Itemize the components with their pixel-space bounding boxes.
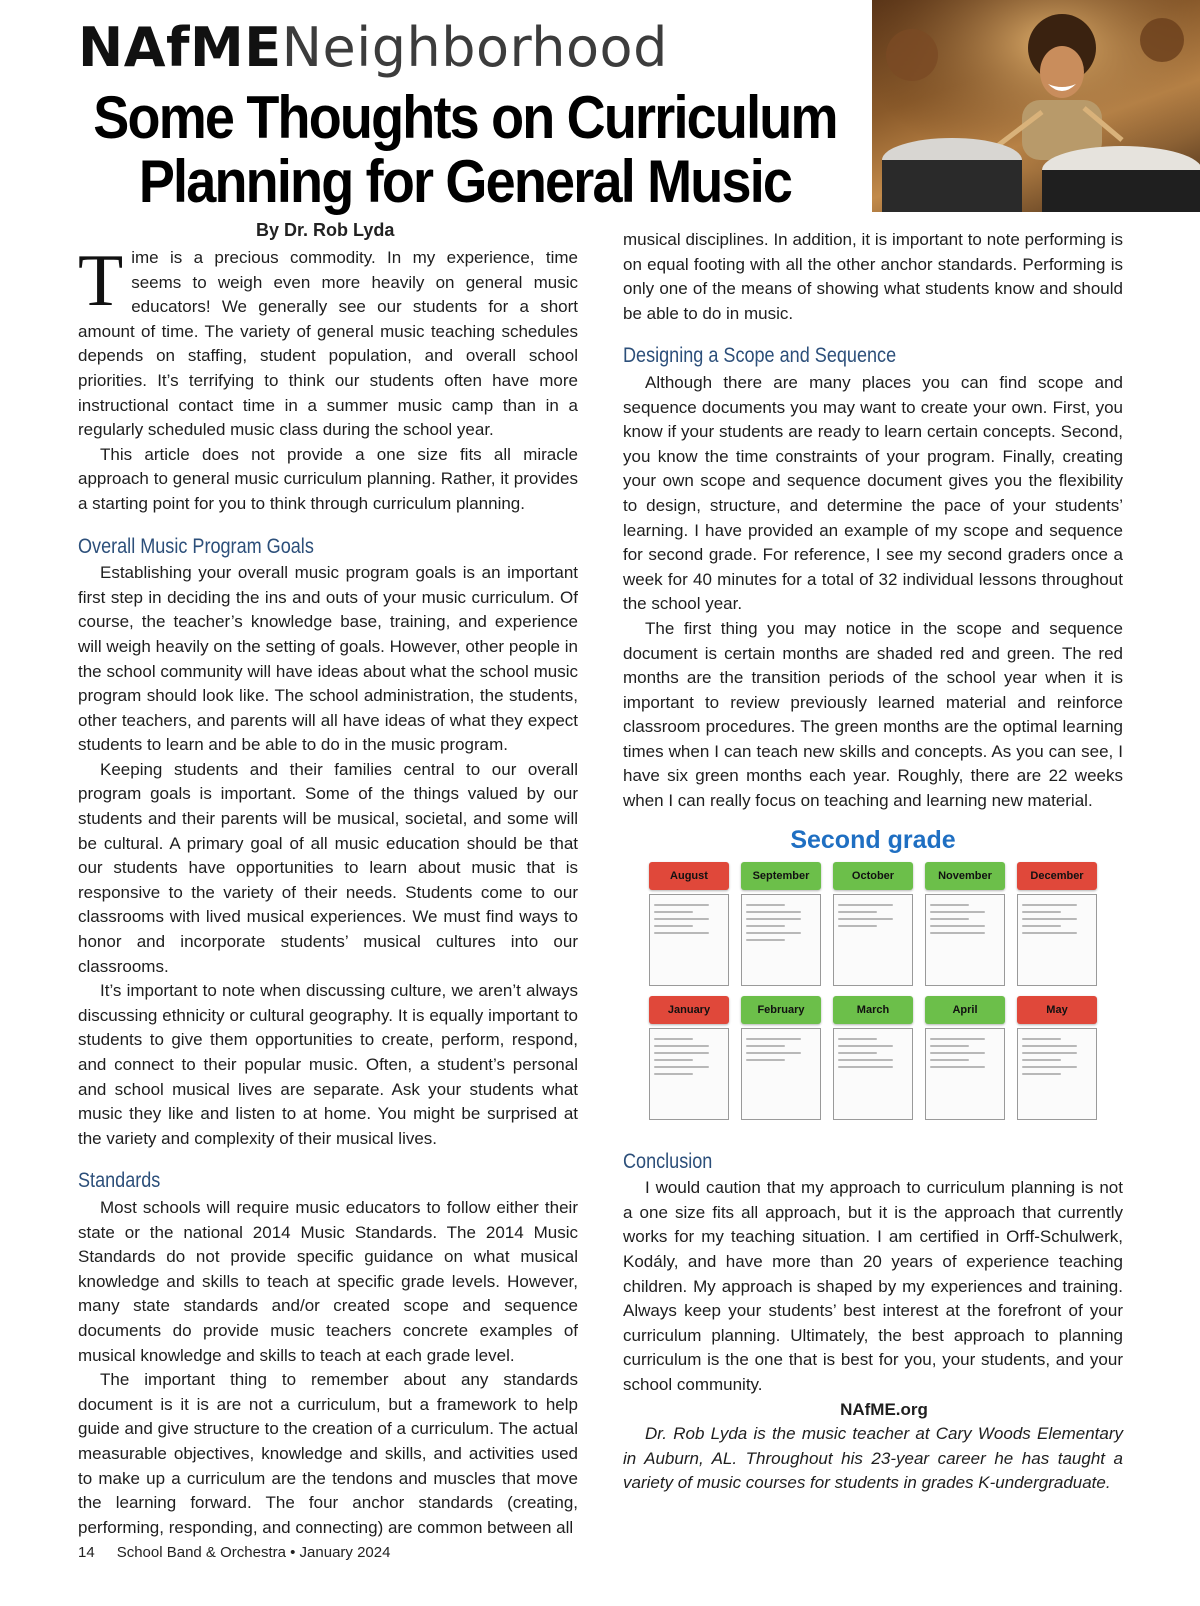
brand-bold: NAfME <box>78 16 282 79</box>
month-label: May <box>1017 996 1097 1024</box>
month-label: October <box>833 862 913 890</box>
month-notes <box>925 1028 1005 1120</box>
right-column <box>623 228 1123 1496</box>
note-line <box>838 1038 877 1040</box>
note-line <box>838 911 877 913</box>
month-notes <box>741 1028 821 1120</box>
section-heading-conclusion: Conclusion <box>623 1149 713 1173</box>
note-line <box>838 1052 877 1054</box>
intro-paragraph-2: This article does not provide a one size fits all miracle approach to general music curriculum planning. Rather, it provides a starting point for you to think through curriculum planning. <box>78 444 578 513</box>
note-line <box>930 1059 969 1061</box>
note-line <box>654 1052 709 1054</box>
note-line <box>746 1038 801 1040</box>
month-label: August <box>649 862 729 890</box>
note-line <box>1022 911 1061 913</box>
note-line <box>654 918 709 920</box>
goals-paragraph-1: Establishing your overall music program goals is an important first step in deciding the ins and outs of your music curriculum. Of course, the teacher’s knowledge base, training, and experience will weigh heavily on the setting of goals. However, other people in the school community will have ideas about what the school music program should look like. The school administration, the students, other teachers, and parents will all have ideas of what they expect students to learn and be able to do in the music program. <box>78 563 578 755</box>
month-notes <box>1017 1028 1097 1120</box>
note-line <box>1022 1038 1061 1040</box>
left-column <box>78 240 578 1540</box>
header-photo <box>872 0 1200 212</box>
author-bio: Dr. Rob Lyda is the music teacher at Cary Woods Elementary in Auburn, AL. Throughout his 23-year career he has taught a variety of music courses for students in grades K-undergraduate. <box>623 1424 1123 1493</box>
note-line <box>838 918 893 920</box>
note-line <box>654 932 709 934</box>
note-line <box>838 1066 893 1068</box>
month-label: December <box>1017 862 1097 890</box>
month-december <box>1017 862 1097 986</box>
month-august <box>649 862 729 986</box>
note-line <box>1022 1052 1077 1054</box>
note-line <box>1022 1066 1077 1068</box>
scope-paragraph-1: Although there are many places you can find scope and sequence documents you may want to create your own. First, you know if your students are ready to learn certain concepts. Second, you know the time constraints of your program. Finally, creating your own scope and sequence document gives you the flexibility to design, structure, and determine the pace of your students’ learning. I have provided an example of my scope and sequence for second grade. For reference, I see my second graders once a week for 40 minutes for a total of 32 individual lessons throughout the school year. <box>623 372 1123 614</box>
byline: By Dr. Rob Lyda <box>256 220 395 240</box>
note-line <box>654 904 709 906</box>
month-label: November <box>925 862 1005 890</box>
note-line <box>838 925 877 927</box>
month-label: April <box>925 996 1005 1024</box>
month-november <box>925 862 1005 986</box>
section-heading-standards: Standards <box>78 1169 161 1193</box>
drummers-illustration <box>872 0 1200 212</box>
drop-cap: T <box>78 240 124 322</box>
note-line <box>930 1066 985 1068</box>
note-line <box>746 911 801 913</box>
month-september <box>741 862 821 986</box>
note-line <box>930 904 969 906</box>
article-title <box>83 86 848 214</box>
intro-paragraph-1 <box>78 240 578 443</box>
title-line-1: Some Thoughts on Curriculum <box>93 84 837 151</box>
note-line <box>930 932 985 934</box>
note-line <box>930 925 985 927</box>
month-notes <box>649 1028 729 1120</box>
month-notes <box>649 894 729 986</box>
month-label: January <box>649 996 729 1024</box>
note-line <box>654 1059 693 1061</box>
publication-name: School Band & Orchestra <box>116 1544 286 1561</box>
month-notes <box>925 894 1005 986</box>
goals-paragraph-2: Keeping students and their families central to our overall program goals is important. Some of the things valued by our students and their parents will be musical, societal, and some will be cultural. A primary goal of all music education should be that our students have opportunities to learn about music that is responsive to the variety of their needs. Students come to our classrooms with lived musical experiences. We must find ways to honor and incorporate students’ musical cultures into our classrooms. <box>78 759 578 976</box>
goals-paragraph-3: It’s important to note when discussing culture, we aren’t always discussing ethnicity or cultural geography. It is equally important to students to give them opportunities to create, perform, respond, and connect to their popular music. Often, a student’s personal and school musical lives are separate. Ask your students what music they like and listen to at home. You might be surprised at the variety and complexity of their musical lives. <box>78 981 578 1148</box>
note-line <box>930 1038 985 1040</box>
standards-paragraph-1: Most schools will require music educators to follow either their state or the national 2014 Music Standards. The 2014 Music Standards do not provide specific guidance on what musical knowledge and skills to teach at specific grade levels. However, many state standards and/or created scope and sequence documents do provide music teachers concrete examples of musical knowledge and skills to teach at each grade level. <box>78 1197 578 1365</box>
month-notes <box>833 1028 913 1120</box>
note-line <box>1022 1059 1061 1061</box>
note-line <box>654 911 693 913</box>
note-line <box>1022 932 1077 934</box>
intro-paragraph-1-text: ime is a precious commodity. In my experience, time seems to weigh even more heavily on general music educators! We generally see our students for a short amount of time. The variety of general music teaching schedules depends on staffing, student population, and overall school priorities. It’s terrifying to think our students often have more instructional contact time in a summer music camp than in a regularly scheduled music class during the school year. <box>78 248 578 440</box>
note-line <box>746 939 785 941</box>
note-line <box>838 904 893 906</box>
note-line <box>746 904 785 906</box>
month-march <box>833 996 913 1120</box>
note-line <box>1022 1045 1077 1047</box>
note-line <box>654 1073 693 1075</box>
note-line <box>930 1052 985 1054</box>
note-line <box>654 925 693 927</box>
note-line <box>1022 925 1061 927</box>
note-line <box>930 911 985 913</box>
month-notes <box>741 894 821 986</box>
title-line-2: Planning for General Music <box>138 148 792 215</box>
note-line <box>1022 918 1077 920</box>
note-line <box>746 1045 785 1047</box>
month-label: March <box>833 996 913 1024</box>
note-line <box>746 932 801 934</box>
scope-sequence-figure <box>623 825 1123 1128</box>
note-line <box>838 1059 893 1061</box>
note-line <box>838 1045 893 1047</box>
org-link[interactable]: NAfME.org <box>840 1399 928 1419</box>
note-line <box>930 1045 969 1047</box>
conclusion-paragraph: I would caution that my approach to curriculum planning is not a one size fits all approach, but it is the approach that currently works for my teaching situation. I am certified in Orff-Schulwerk, Kodály, and have more than 20 years of experience teaching children. My approach is shaped by my experiences and training. Always keep your students’ best interest at the forefront of your curriculum planning. Ultimately, the best approach to planning curriculum is the one that is best for you, your students, and your school community. <box>623 1178 1123 1394</box>
note-line <box>654 1038 693 1040</box>
month-april <box>925 996 1005 1120</box>
note-line <box>654 1066 709 1068</box>
figure-title: Second grade <box>790 825 956 854</box>
note-line <box>930 918 969 920</box>
month-may <box>1017 996 1097 1120</box>
standards-paragraph-2: The important thing to remember about any standards document is it is are not a curriculum, but a framework to help guide and give structure to the creation of a curriculum. The actual measurable objectives, knowledge and skills, and activities used to make up a curriculum are the tendons and muscles that move the learning forward. The four anchor standards (creating, performing, responding, and connecting) are common between all <box>78 1370 578 1537</box>
month-notes <box>1017 894 1097 986</box>
issue-date: • January 2024 <box>290 1544 391 1561</box>
month-january <box>649 996 729 1120</box>
scope-paragraph-2: The first thing you may notice in the scope and sequence document is certain months are shaded red and green. The red months are the transition periods of the school year when it is important to review previously learned material and reinforce classroom procedures. The green months are the optimal learning times when I can teach new skills and concepts. As you can see, I have six green months each year. Roughly, there are 22 weeks when I can really focus on teaching and learning new material. <box>623 618 1123 811</box>
note-line <box>654 1045 709 1047</box>
brand-light: Neighborhood <box>281 16 668 79</box>
month-label: September <box>741 862 821 890</box>
month-october <box>833 862 913 986</box>
month-grid <box>623 862 1123 1120</box>
brand-masthead <box>78 16 668 80</box>
note-line <box>1022 904 1077 906</box>
note-line <box>1022 1073 1061 1075</box>
page-footer <box>78 1544 390 1561</box>
note-line <box>746 925 785 927</box>
month-label: February <box>741 996 821 1024</box>
page-number: 14 <box>78 1544 95 1561</box>
note-line <box>746 1059 785 1061</box>
continued-paragraph: musical disciplines. In addition, it is important to note performing is on equal footing with all the other anchor standards. Performing is only one of the means of showing what students know and should be able to do in music. <box>623 230 1123 323</box>
month-february <box>741 996 821 1120</box>
section-heading-goals: Overall Music Program Goals <box>78 534 314 558</box>
month-notes <box>833 894 913 986</box>
note-line <box>746 918 801 920</box>
note-line <box>746 1052 801 1054</box>
section-heading-scope: Designing a Scope and Sequence <box>623 344 897 368</box>
